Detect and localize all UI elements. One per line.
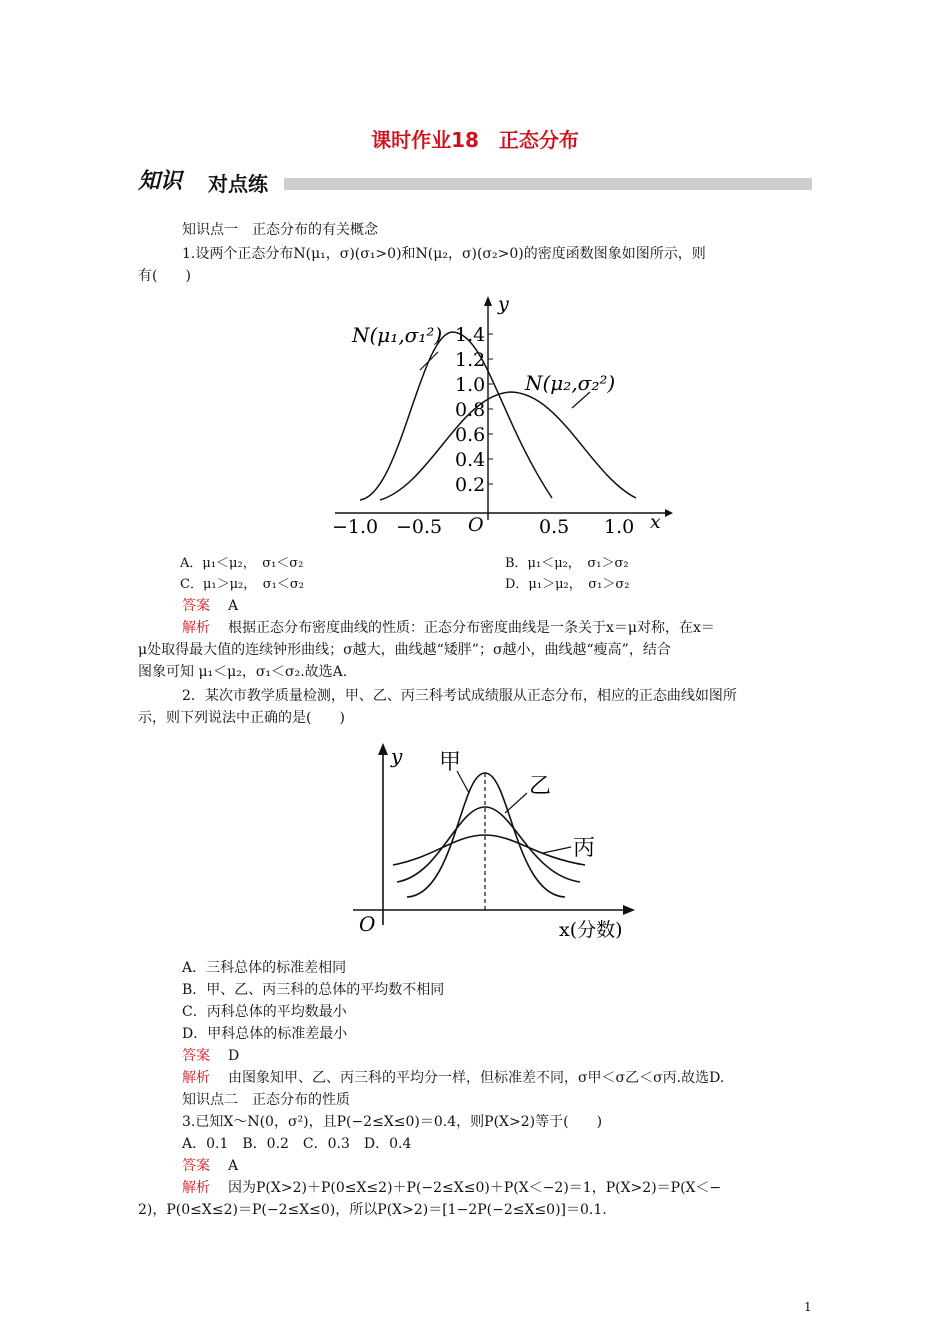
q2-option-d: D．甲科总体的标准差最小 <box>182 1026 348 1042</box>
y-tick-label: 0.4 <box>455 449 486 471</box>
answer-label: 答案 <box>182 598 210 614</box>
q3-text-line1: 3.已知X～N(0，σ²)，且P(−2≤X≤0)＝0.4，则P(X>2)等于( ) <box>182 1114 603 1130</box>
analysis-label: 解析 <box>182 1070 210 1086</box>
label-n2: N(μ₂,σ₂²) <box>525 371 616 395</box>
x-tick-label: 0.5 <box>539 516 570 538</box>
q1-analysis-line1 <box>182 618 715 638</box>
answer-value: D <box>228 1048 240 1064</box>
label-yi: 乙 <box>529 774 552 799</box>
q2-option-c: C．丙科总体的平均数最小 <box>182 1004 347 1020</box>
label-jia: 甲 <box>439 750 462 775</box>
y-axis-label: y <box>498 293 509 315</box>
q1-text-line2: 有( ) <box>138 268 191 284</box>
q3-options: A．0.1 B．0.2 C．0.3 D．0.4 <box>182 1136 412 1152</box>
analysis-label: 解析 <box>182 620 210 636</box>
y-tick-label: 0.8 <box>455 399 486 421</box>
y-tick-label: 0.6 <box>455 424 486 446</box>
x-tick-label: −0.5 <box>396 516 443 538</box>
section-heading-2: 知识点二 正态分布的性质 <box>182 1092 350 1108</box>
q1-option-c: C．μ₁＞μ₂， σ₁＜σ₂ <box>180 577 304 592</box>
origin-label: O <box>359 912 376 936</box>
label-bing: 丙 <box>573 836 596 861</box>
analysis-text: 由图象知甲、乙、丙三科的平均分一样，但标准差不同，σ甲＜σ乙＜σ丙.故选D. <box>228 1070 725 1086</box>
banner-logo: 知识 <box>138 168 183 194</box>
q1-answer <box>182 596 238 616</box>
q2-option-b: B．甲、乙、丙三科的总体的平均数不相同 <box>182 982 445 998</box>
y-axis-label: y <box>391 744 403 768</box>
q1-analysis-line2: μ处取得最大值的连续钟形曲线；σ越大，曲线越“矮胖”；σ越小，曲线越“瘦高”，结合 <box>138 642 671 658</box>
normal-density-chart-1 <box>320 290 685 540</box>
analysis-label: 解析 <box>182 1180 210 1196</box>
q1-option-b: B．μ₁＜μ₂， σ₁＞σ₂ <box>505 556 629 571</box>
section-heading-1: 知识点一 正态分布的有关概念 <box>182 222 378 238</box>
y-axis-arrow <box>378 743 388 755</box>
x-axis-arrow <box>665 509 673 517</box>
q3-analysis-line1 <box>182 1178 721 1198</box>
banner-text: 对点练 <box>208 172 268 196</box>
q3-answer <box>182 1156 238 1176</box>
q2-text-line1: 2．某次市教学质量检测，甲、乙、丙三科考试成绩服从正态分布，相应的正态曲线如图所 <box>182 688 737 704</box>
curve-n2 <box>380 392 636 500</box>
label-n1: N(μ₁,σ₁²) <box>352 323 443 347</box>
q2-option-a: A．三科总体的标准差相同 <box>182 960 347 976</box>
y-tick-label: 1.0 <box>455 374 486 396</box>
x-axis-label: x <box>650 511 661 533</box>
origin-label: O <box>468 514 484 536</box>
label-pointer-yi <box>505 793 527 813</box>
x-tick-label: 1.0 <box>604 516 635 538</box>
curve-yi <box>397 807 580 882</box>
q3-analysis-line2: 2)，P(0≤X≤2)＝P(−2≤X≤0)，所以P(X>2)＝[1−2P(−2≤X≤0)]＝0.1. <box>138 1202 607 1218</box>
y-tick-label: 1.4 <box>455 324 486 346</box>
x-axis-arrow <box>623 905 635 915</box>
analysis-text: 根据正态分布密度曲线的性质：正态分布密度曲线是一条关于x＝μ对称，在x＝ <box>228 620 715 636</box>
answer-value: A <box>228 1158 239 1174</box>
answer-label: 答案 <box>182 1158 210 1174</box>
x-axis-label: x(分数) <box>559 919 623 941</box>
page-number: 1 <box>804 1300 812 1314</box>
q1-text-line1: 1.设两个正态分布N(μ₁，σ)(σ₁>0)和N(μ₂，σ)(σ₂>0)的密度函数图象如图所示，则 <box>182 246 706 262</box>
y-axis-arrow <box>484 296 492 306</box>
answer-value: A <box>228 598 239 614</box>
q1-analysis-line3: 图象可知 μ₁＜μ₂，σ₁＜σ₂.故选A. <box>138 664 348 680</box>
q1-option-a: A．μ₁＜μ₂， σ₁＜σ₂ <box>180 556 304 571</box>
normal-density-chart-2 <box>345 735 645 950</box>
label-pointer-1 <box>420 352 438 370</box>
answer-label: 答案 <box>182 1048 210 1064</box>
section-banner <box>138 160 812 216</box>
q2-answer <box>182 1046 239 1066</box>
page-title: 课时作业18 正态分布 <box>371 128 579 152</box>
y-tick-label: 0.2 <box>455 474 486 496</box>
q2-analysis-line1 <box>182 1068 724 1088</box>
banner-bar <box>284 178 812 190</box>
q1-option-d: D．μ₁＞μ₂， σ₁＞σ₂ <box>505 577 630 592</box>
label-pointer-bing <box>543 847 571 853</box>
x-tick-label: −1.0 <box>332 516 379 538</box>
analysis-text: 因为P(X>2)＋P(0≤X≤2)＋P(−2≤X≤0)＋P(X＜−2)＝1，P(X>2)＝P(X＜− <box>228 1180 722 1196</box>
q2-text-line2: 示，则下列说法中正确的是( ) <box>138 710 345 726</box>
y-tick-label: 1.2 <box>455 349 486 371</box>
